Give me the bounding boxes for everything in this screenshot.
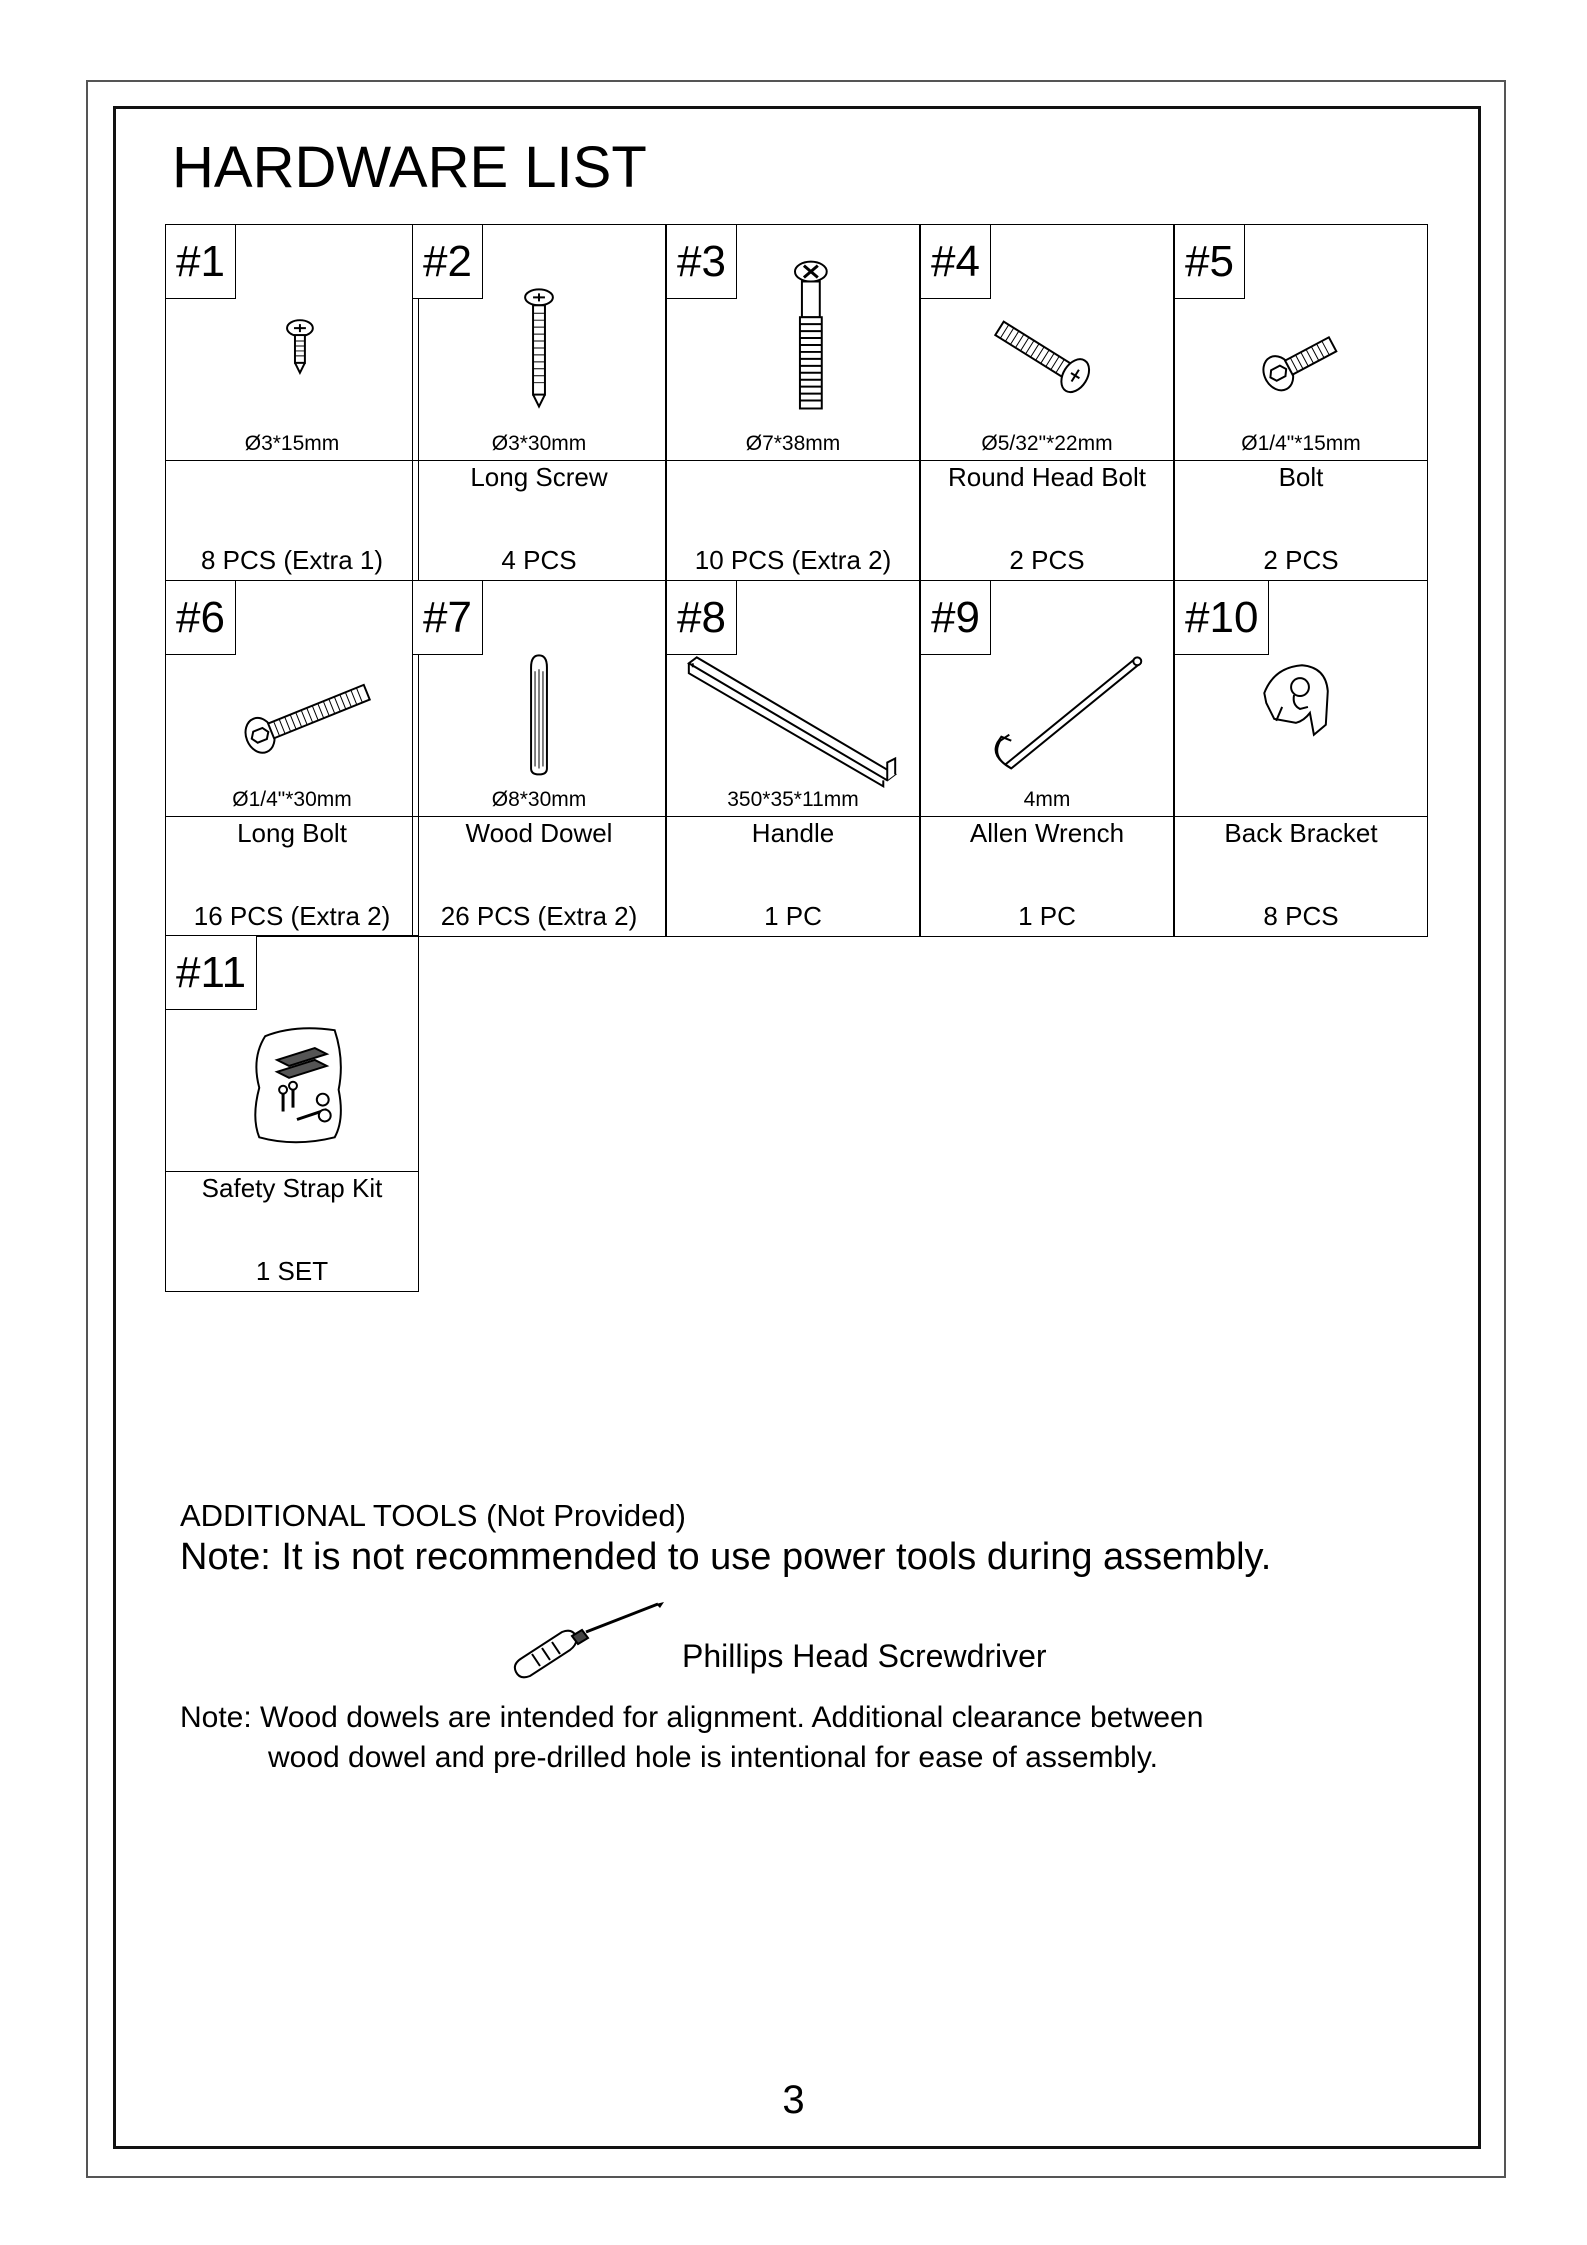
item-quantity: 26 PCS (Extra 2) [440, 901, 638, 931]
hardware-item-9 [920, 580, 1174, 937]
item-number: #7 [413, 581, 483, 655]
item-quantity: 1 SET [255, 1256, 329, 1286]
item-quantity: 2 PCS [1009, 545, 1085, 575]
item-spec: Ø5/32"*22mm [981, 432, 1113, 455]
item-name: Handle [751, 818, 835, 848]
item-name: Wood Dowel [465, 818, 613, 848]
item-quantity: 10 PCS (Extra 2) [694, 545, 892, 575]
hardware-item-11 [165, 935, 419, 1292]
wood-dowel-note [180, 1698, 1203, 1778]
item-spec: 350*35*11mm [727, 788, 859, 811]
hardware-item-7 [412, 580, 666, 937]
item-number: #2 [413, 225, 483, 299]
item-name: Allen Wrench [969, 818, 1125, 848]
page-title: HARDWARE LIST [172, 135, 647, 200]
item-quantity: 1 PC [1018, 901, 1076, 931]
item-name: Safety Strap Kit [201, 1173, 383, 1203]
hardware-item-6 [165, 580, 419, 937]
item-number: #5 [1175, 225, 1245, 299]
item-number: #1 [166, 225, 236, 299]
item-spec: Ø8*30mm [491, 788, 587, 811]
item-name: Long Screw [470, 462, 608, 492]
item-number: #11 [166, 936, 257, 1010]
item-spec: 4mm [1023, 788, 1071, 811]
item-number: #6 [166, 581, 236, 655]
item-spec: Ø1/4"*30mm [232, 788, 352, 811]
screwdriver-icon [510, 1600, 670, 1690]
screwdriver-label: Phillips Head Screwdriver [682, 1638, 1047, 1674]
wood-dowel-note-line-2: wood dowel and pre-drilled hole is intentional for ease of assembly. [268, 1741, 1158, 1774]
item-quantity: 1 PC [764, 901, 822, 931]
item-quantity: 16 PCS (Extra 2) [193, 901, 391, 931]
item-number: #4 [921, 225, 991, 299]
hardware-item-5 [1174, 224, 1428, 581]
item-spec: Ø3*30mm [491, 432, 587, 455]
wood-dowel-note-line-1: Note: Wood dowels are intended for alignment. Additional clearance between [180, 1701, 1204, 1734]
hardware-item-3 [666, 224, 920, 581]
item-number: #9 [921, 581, 991, 655]
item-name: Bolt [1278, 462, 1324, 492]
item-spec: Ø3*15mm [244, 432, 340, 455]
item-quantity: 4 PCS [501, 545, 577, 575]
hardware-item-10 [1174, 580, 1428, 937]
item-name: Long Bolt [237, 818, 347, 848]
page-number: 3 [782, 2078, 805, 2122]
item-spec: Ø7*38mm [745, 432, 841, 455]
hardware-item-4 [920, 224, 1174, 581]
hardware-item-2 [412, 224, 666, 581]
hardware-item-1 [165, 224, 419, 581]
power-tools-note: Note: It is not recommended to use power tools during assembly. [180, 1536, 1272, 1578]
item-spec: Ø1/4"*15mm [1241, 432, 1361, 455]
item-quantity: 2 PCS [1263, 545, 1339, 575]
item-quantity: 8 PCS (Extra 1) [200, 545, 384, 575]
item-number: #8 [667, 581, 737, 655]
item-name: Round Head Bolt [947, 462, 1147, 492]
item-number: #3 [667, 225, 737, 299]
item-name: Back Bracket [1224, 818, 1378, 848]
hardware-item-8 [666, 580, 920, 937]
additional-tools-heading: ADDITIONAL TOOLS (Not Provided) [180, 1498, 686, 1533]
item-quantity: 8 PCS [1263, 901, 1339, 931]
item-number: #10 [1175, 581, 1269, 655]
